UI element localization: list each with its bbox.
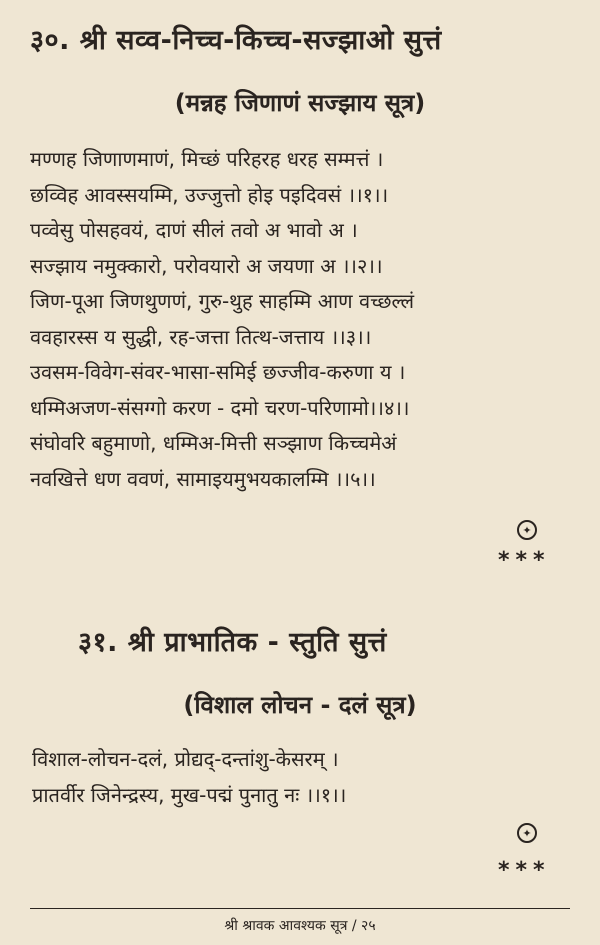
verse-line: उवसम-विवेग-संवर-भासा-समिई छज्जीव-करुणा य । <box>30 360 406 384</box>
verse-line: मण्णह जिणाणमाणं, मिच्छं परिहरह धरह सम्मत्तं । <box>30 147 384 171</box>
verse-line: प्रातर्वीर जिनेन्द्रस्य, मुख-पद्मं पुनातु नः ।।१।। <box>32 782 347 807</box>
separator-asterisks: *** <box>498 858 551 883</box>
page-footer: श्री श्रावक आवश्यक सूत्र / २५ <box>224 918 376 934</box>
star-ornament-icon: ✦ <box>517 823 537 843</box>
section-30-verses <box>30 142 582 497</box>
verse-line: पव्वेसु पोसहवयं, दाणं सीलं तवो अ भावो अ । <box>30 218 358 242</box>
verse-line: जिण-पूआ जिणथुणणं, गुरु-थुह साहम्मि आण वच्छल्लं <box>30 289 415 313</box>
section-30-subtitle: (मन्नह जिणाणं सज्झाय सूत्र) <box>174 89 426 117</box>
verse-line: विशाल-लोचन-दलं, प्रोद्यद्-दन्तांशु-केसरम् । <box>32 747 339 771</box>
verse-line: नवखित्ते धण ववणं, सामाइयमुभयकालम्मि ।।५।। <box>30 466 376 491</box>
separator-asterisks: *** <box>498 548 551 573</box>
verse-line: धम्मिअजण-संसग्गो करण - दमो चरण-परिणामो।।४।। <box>30 395 410 420</box>
verse-line: सज्झाय नमुक्कारो, परोवयारो अ जयणा अ ।।२।। <box>30 253 383 278</box>
section-31-subtitle: (विशाल लोचन - दलं सूत्र) <box>183 691 417 719</box>
section-31-title: ३१. श्री प्राभातिक - स्तुति सुत्तं <box>78 627 387 658</box>
footer-divider <box>30 908 570 909</box>
verse-line: संघोवरि बहुमाणो, धम्मिअ-मित्ती सञ्झाण किच्चमेअं <box>30 431 397 455</box>
verse-line: छव्विह आवस्सयम्मि, उज्जुत्तो होइ पइदिवसं ।।१।। <box>30 182 389 207</box>
star-ornament-icon: ✦ <box>517 520 537 540</box>
verse-line: ववहारस्स य सुद्धी, रह-जत्ता तित्थ-जत्ताय ।।३।। <box>30 324 372 349</box>
section-30-title: ३०. श्री सव्व-निच्च-किच्च-सज्झाओ सुत्तं <box>30 25 442 56</box>
section-31-verses <box>32 742 584 813</box>
